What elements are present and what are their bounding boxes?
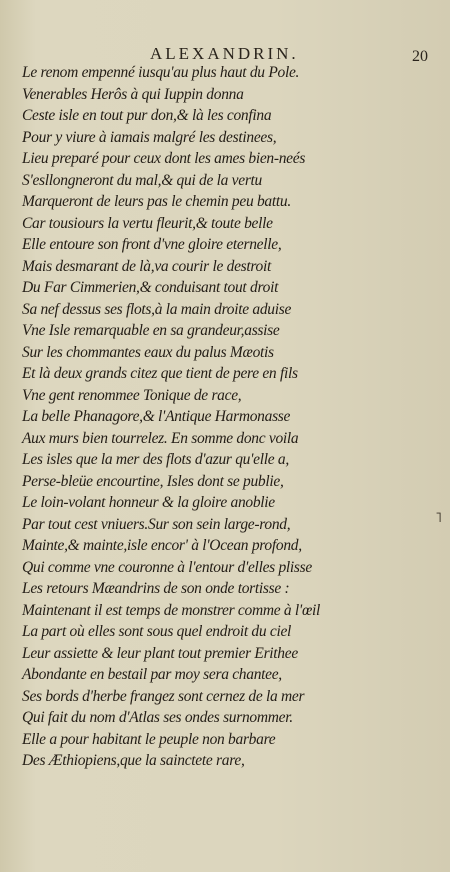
running-title: ALEXANDRIN.	[150, 44, 299, 63]
page-number: 20	[412, 48, 428, 65]
verse-line: Des Æthiopiens,que la sainctete rare,	[22, 752, 245, 769]
verse-line: Sa nef dessus ses flots,à la main droite aduise	[22, 300, 292, 318]
verse-list	[22, 62, 414, 772]
verse-line: Mainte,& mainte,isle encor' à l'Ocean profond,	[22, 537, 302, 554]
verse-line: Qui fait du nom d'Atlas ses ondes surnommer.	[22, 709, 293, 726]
verse-line: Car tousiours la vertu fleurit,& toute belle	[22, 214, 273, 232]
verse-line: Sur les chommantes eaux du palus Mæotis	[22, 343, 274, 361]
verse-line: Lieu preparé pour ceux dont les ames bien-neés	[22, 150, 306, 167]
verse-line: Vne gent renommee Tonique de race,	[22, 386, 242, 404]
verse-line: Aux murs bien tourrelez. En somme donc voila	[22, 429, 299, 447]
verse-line: Les retours Mæandrins de son onde tortisse :	[22, 580, 290, 597]
verse-line: Elle entoure son front d'vne gloire eternelle,	[22, 236, 282, 253]
verse-line: Marqueront de leurs pas le chemin peu battu.	[22, 193, 291, 210]
verse-line: Leur assiette & leur plant tout premier Erithee	[22, 644, 298, 662]
verse-line: Abondante en bestail par moy sera chantee,	[22, 666, 282, 683]
verse-line: Maintenant il est temps de monstrer comme à l'œil	[22, 601, 321, 619]
verse-line: Ses bords d'herbe frangez sont cernez de la mer	[22, 687, 305, 705]
verse-line: Par tout cest vniuers.Sur son sein large-rond,	[22, 515, 291, 533]
verse-line: Le renom empenné iusqu'au plus haut du Pole.	[22, 64, 300, 81]
verse-line: La belle Phanagore,& l'Antique Harmonasse	[22, 408, 291, 425]
verse-line: Vne Isle remarquable en sa grandeur,assise	[22, 322, 280, 339]
verse-line: La part où elles sont sous quel endroit du ciel	[22, 623, 292, 640]
verse-line: Venerables Herôs à qui Iuppin donna	[22, 85, 244, 103]
verse-line: Les isles que la mer des flots d'azur qu'elle a,	[22, 451, 289, 468]
verse-line: Pour y viure à iamais malgré les destinees,	[22, 128, 277, 146]
verse-line: Du Far Cimmerien,& conduisant tout droit	[22, 279, 279, 296]
verse-line: Et là deux grands citez que tient de pere en fils	[22, 365, 298, 382]
margin-mark: ˥	[435, 510, 442, 526]
verse-line: Le loin-volant honneur & la gloire anoblie	[22, 494, 275, 511]
verse-line: Ceste isle en tout pur don,& là les confina	[22, 107, 272, 124]
verse-line: Elle a pour habitant le peuple non barbare	[22, 730, 276, 748]
verse-line: Perse-bleüe encourtine, Isles dont se publie,	[22, 472, 284, 490]
verse-line: Mais desmarant de là,va courir le destroit	[22, 257, 272, 275]
verse-line: S'esllongneront du mal,& qui de la vertu	[22, 171, 263, 189]
verse-line: Qui comme vne couronne à l'entour d'elles plisse	[22, 558, 312, 576]
